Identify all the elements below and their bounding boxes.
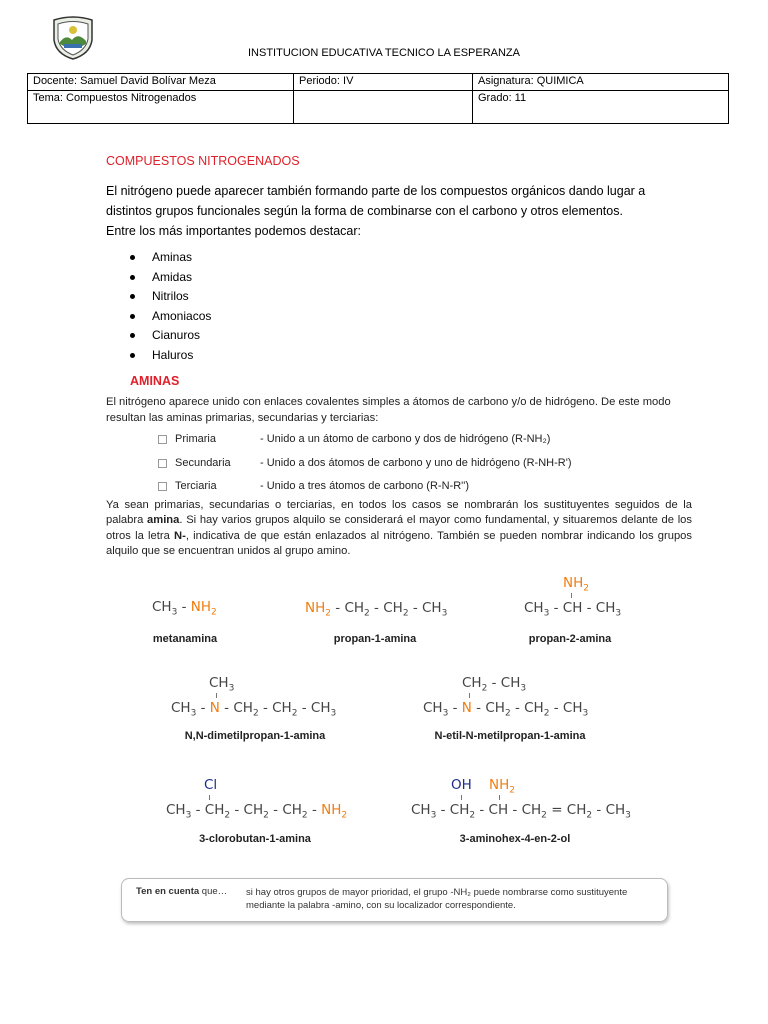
amine-type-desc: - Unido a dos átomos de carbono y uno de hidrógeno (R-NH-R') — [260, 456, 572, 469]
school-name: INSTITUCION EDUCATIVA TECNICO LA ESPERANZA — [248, 47, 520, 59]
example-name: 3-clorobutan-1-amina — [199, 833, 311, 845]
tema-cell: Tema: Compuestos Nitrogenados — [28, 91, 294, 124]
amine-type-name: Secundaria — [175, 456, 231, 469]
list-item: Haluros — [106, 346, 211, 366]
asignatura-cell: Asignatura: QUIMICA — [473, 74, 729, 91]
aminas-title: AMINAS — [130, 374, 180, 388]
amine-type-desc: - Unido a un átomo de carbono y dos de hidrógeno (R-NH₂) — [260, 433, 551, 445]
amine-type-name: Primaria — [175, 433, 216, 445]
list-item: Amidas — [106, 268, 211, 288]
amine-types — [158, 431, 571, 502]
aminas-paragraph: El nitrógeno aparece unido con enlaces covalentes simples a átomos de carbono y/o de hidrógeno. De este modo resultan las aminas primarias, secundarias y terciarias: — [106, 396, 671, 424]
info-table — [27, 73, 729, 124]
amine-type-desc: - Unido a tres átomos de carbono (R-N-R'') — [260, 480, 469, 492]
docente-cell: Docente: Samuel David Bolívar Meza — [28, 74, 294, 91]
intro-line-2: Entre los más importantes podemos destacar: — [106, 224, 361, 238]
amine-type-row — [158, 455, 571, 479]
example-name: N,N-dimetilpropan-1-amina — [184, 730, 326, 742]
groups-list — [106, 248, 211, 366]
note-label-rest: que… — [199, 886, 228, 897]
rules-text: . Si hay varios grupos alquilo se considerará el mayor como fundamental, y situaremos delante de los otros la letra — [106, 514, 692, 542]
example-name: 3-aminohex-4-en-2-ol — [459, 833, 571, 845]
intro-paragraph — [106, 181, 686, 241]
list-item: Amoniacos — [106, 307, 211, 327]
amine-type-row — [158, 431, 571, 455]
list-item: Nitrilos — [106, 287, 211, 307]
empty-cell — [294, 91, 473, 124]
example-name: N-etil-N-metilpropan-1-amina — [434, 730, 586, 742]
note-text: si hay otros grupos de mayor prioridad, el grupo -NH₂ puede nombrarse como sustituyente mediante la palabra -amino, con su localizador correspondiente. — [246, 887, 628, 911]
example-name: propan-2-amina — [528, 633, 612, 645]
note-label-bold: Ten en cuenta — [136, 886, 200, 897]
example-name: metanamina — [152, 633, 218, 645]
checkbox-icon — [158, 482, 167, 491]
checkbox-icon — [158, 459, 167, 468]
rules-text: , indicativa de que están enlazados al nitrógeno. También se pueden nombrar indicando los grupos alquilo que se encuentran unidos al grupo amino. — [106, 529, 692, 557]
rules-bold: N- — [174, 529, 186, 542]
list-item: Cianuros — [106, 326, 211, 346]
naming-rules-paragraph — [106, 498, 692, 559]
rules-bold: amina — [147, 514, 180, 527]
list-item: Aminas — [106, 248, 211, 268]
grado-cell: Grado: 11 — [473, 91, 729, 124]
periodo-cell: Periodo: IV — [294, 74, 473, 91]
section-title: COMPUESTOS NITROGENADOS — [106, 154, 300, 168]
example-name: propan-1-amina — [333, 633, 417, 645]
rules-text: Ya sean primarias, secundarias o terciarias, en todos los casos se nombrarán los sustituyentes seguidos de la palabra — [106, 499, 692, 527]
intro-line-1: El nitrógeno puede aparecer también formando parte de los compuestos orgánicos dando lugar a distintos grupos funcionales según la forma de combinarse con el carbono y otros elementos. — [106, 184, 646, 218]
note-box — [121, 878, 668, 922]
checkbox-icon — [158, 435, 167, 444]
note-label — [136, 886, 227, 897]
amine-type-name: Terciaria — [175, 480, 217, 492]
